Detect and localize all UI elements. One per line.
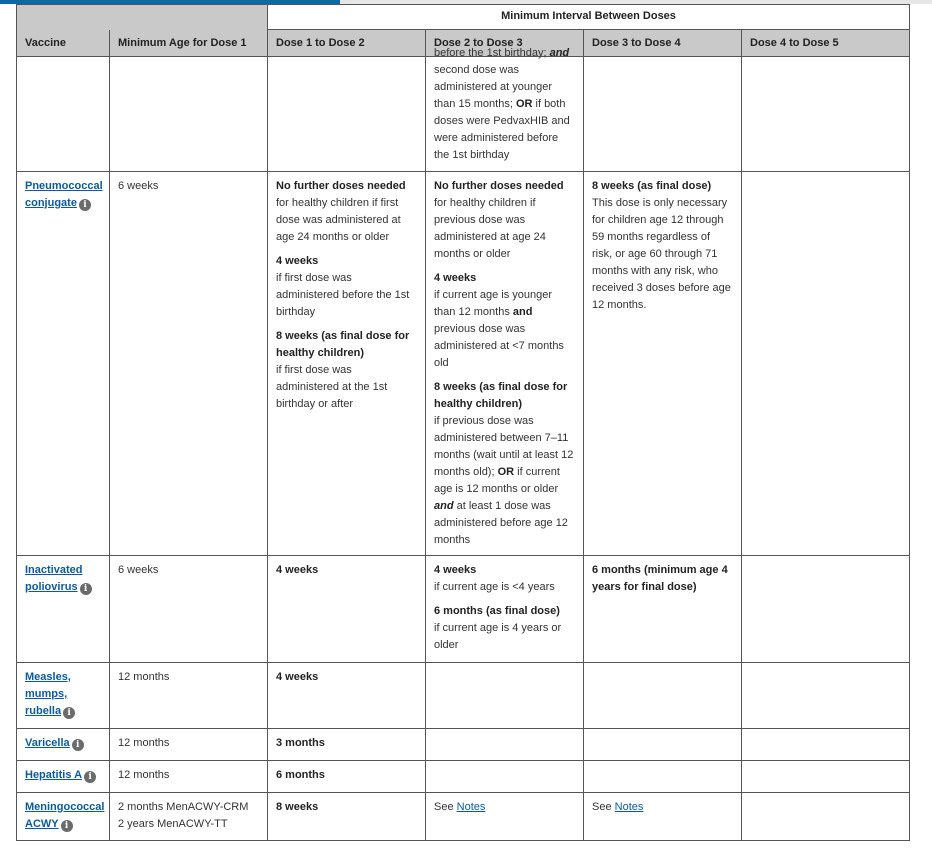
cell-d12: No further doses needed for healthy children if first dose was administered at age 24 months or older 4 weeks if first dose was administered before the 1st birthday 8 weeks (as final dose for healthy children) if first dose was administered at the 1st birthday or after (268, 172, 426, 556)
cell-d34 (584, 761, 742, 793)
cell-d23 (426, 761, 584, 793)
vaccine-link-mmr[interactable]: Measles, mumps, rubella (25, 671, 71, 717)
cell-vaccine (17, 556, 110, 663)
cell-d34 (584, 729, 742, 761)
table-row (17, 57, 910, 172)
vaccine-link-poliovirus[interactable]: Inactivated poliovirus (25, 564, 83, 593)
cell-d12: 4 weeks (268, 556, 426, 663)
cell-d45 (742, 663, 910, 729)
info-icon[interactable]: i (72, 739, 84, 751)
cell-d12: 4 weeks (268, 663, 426, 729)
cell-d23: No further doses needed for healthy children if previous dose was administered at age 24 months or older 4 weeks if current age is younger than 12 months and previous dose was administered at <7 months old 8 weeks (as final dose for healthy children) if previous dose was administered between 7–11 months (wait until at least 12 months old); OR if current age is 12 months or older and at least 1 dose was administered before age 12 months (426, 172, 584, 556)
cell-d23 (426, 729, 584, 761)
cell-vaccine (17, 57, 110, 172)
table-row (17, 663, 910, 729)
cell-min-age: 6 weeks (110, 172, 268, 556)
table-row (17, 793, 910, 841)
cell-d34 (584, 663, 742, 729)
header-group-interval: Minimum Interval Between Doses (268, 5, 910, 30)
cell-d34 (584, 57, 742, 172)
cell-d34: 6 months (minimum age 4 years for final dose) (584, 556, 742, 663)
cell-d23 (426, 663, 584, 729)
table-row (17, 729, 910, 761)
cell-d12: 3 months (268, 729, 426, 761)
cell-min-age (110, 57, 268, 172)
cell-d12 (268, 57, 426, 172)
cell-d45 (742, 729, 910, 761)
info-icon[interactable]: i (80, 583, 92, 595)
cell-d45 (742, 793, 910, 841)
cell-d23 (426, 47, 584, 172)
col-header-dose2-3: Dose 2 to Dose 3 (426, 30, 584, 57)
cell-vaccine (17, 172, 110, 556)
info-icon[interactable]: i (79, 199, 91, 211)
cell-d34: See Notes (584, 793, 742, 841)
cell-vaccine (17, 729, 110, 761)
cell-d12: 6 months (268, 761, 426, 793)
cell-text: before the 1st birthday; and second dose was administered at younger than 15 months; OR if both doses were PedvaxHIB and were administered before the 1st birthday (434, 47, 570, 161)
cell-d45 (742, 57, 910, 172)
catch-up-schedule-table (16, 4, 910, 841)
cell-d45 (742, 172, 910, 556)
vaccine-link-pneumococcal[interactable]: Pneumococcal conjugate (25, 180, 103, 209)
col-header-vaccine: Vaccine (17, 30, 110, 57)
table-row (17, 761, 910, 793)
cell-min-age: 12 months (110, 729, 268, 761)
cell-vaccine (17, 663, 110, 729)
col-header-dose4-5: Dose 4 to Dose 5 (742, 30, 910, 57)
info-icon[interactable]: i (61, 820, 73, 832)
table-row (17, 556, 910, 663)
vaccine-link-hepatitis-a[interactable]: Hepatitis A (25, 769, 83, 781)
vaccine-link-meningococcal[interactable]: Meningococcal ACWY (25, 801, 105, 830)
cell-vaccine (17, 761, 110, 793)
col-header-min-age: Minimum Age for Dose 1 (110, 30, 268, 57)
notes-link[interactable]: Notes (614, 801, 644, 813)
cell-min-age: 2 months MenACWY-CRM 2 years MenACWY-TT (110, 793, 268, 841)
cell-min-age: 6 weeks (110, 556, 268, 663)
info-icon[interactable]: i (84, 771, 96, 783)
notes-link[interactable]: Notes (456, 801, 486, 813)
cell-d34: 8 weeks (as final dose) This dose is only necessary for children age 12 through 59 months regardless of risk, or age 60 through 71 months with any risk, who received 3 doses before age 12 months. (584, 172, 742, 556)
cell-min-age: 12 months (110, 761, 268, 793)
col-header-dose3-4: Dose 3 to Dose 4 (584, 30, 742, 57)
cell-d12: 8 weeks (268, 793, 426, 841)
cell-vaccine (17, 793, 110, 841)
table-row (17, 172, 910, 556)
cell-d23: 4 weeks if current age is <4 years 6 months (as final dose) if current age is 4 years or older (426, 556, 584, 663)
header-blank (17, 5, 268, 30)
col-header-dose1-2: Dose 1 to Dose 2 (268, 30, 426, 57)
vaccine-link-varicella[interactable]: Varicella (25, 737, 70, 749)
cell-d45 (742, 761, 910, 793)
cell-min-age: 12 months (110, 663, 268, 729)
cell-d45 (742, 556, 910, 663)
cell-d23: See Notes (426, 793, 584, 841)
info-icon[interactable]: i (63, 707, 75, 719)
